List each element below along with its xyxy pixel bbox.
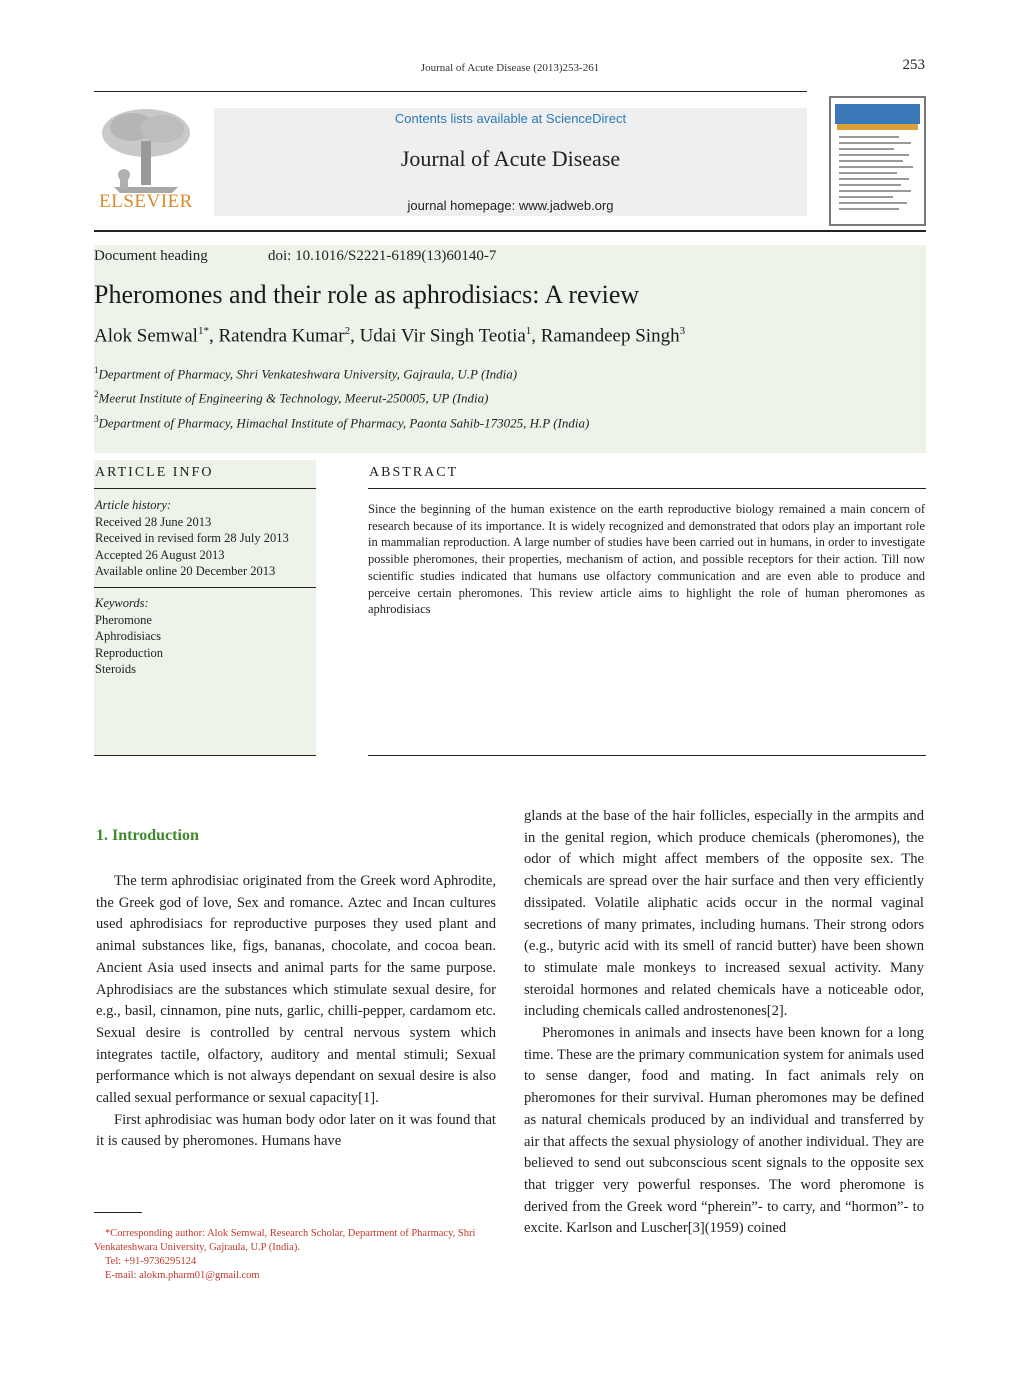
history-item: Accepted 26 August 2013 <box>95 547 225 562</box>
affiliation-text: Department of Pharmacy, Himachal Institute of Pharmacy, Paonta Sahib-173025, H.P (India) <box>98 415 590 431</box>
affiliation-sup: 1 <box>94 365 99 375</box>
publisher-name: ELSEVIER <box>99 191 193 212</box>
corresponding-author: *Corresponding author: Alok Semwal, Research Scholar, Department of Pharmacy, Shri Venkateshwara University, Gajraula, U.P (India). <box>94 1228 476 1253</box>
history-label: Article history: <box>95 498 172 512</box>
abstract-text: Since the beginning of the human existence on the earth reproductive biology remained a main concern of research because of its importance. It is widely recognized and demonstrated that odors play an important role in mammalian reproduction. A large number of studies have been carried out in humans, in order to investigate possible pheromones, their properties, mechanism of action, and possible receptors for their action. Till now scientific studies indicated that humans use olfactory communication and are even able to produce and perceive certain pheromones. This review article aims to highlight the role of human pheromones as aphrodisiacs <box>368 502 925 617</box>
running-header: Journal of Acute Disease (2013)253-261 <box>420 62 600 74</box>
section-heading: 1. Introduction <box>96 827 199 844</box>
sciencedirect-link[interactable]: Contents lists available at ScienceDirect <box>394 111 627 126</box>
affiliation-text: Department of Pharmacy, Shri Venkateshwara University, Gajraula, U.P (India) <box>98 366 518 382</box>
keyword: Steroids <box>95 662 136 676</box>
author-name: Ramandeep Singh <box>540 325 680 347</box>
affiliation-sup: 2 <box>94 389 99 399</box>
footnote-rule <box>94 1212 142 1213</box>
history-item: Received 28 June 2013 <box>95 514 212 529</box>
telephone: Tel: +91-9736295124 <box>105 1256 197 1267</box>
affiliation <box>94 389 488 406</box>
keyword: Aphrodisiacs <box>95 629 161 643</box>
paragraph: The term aphrodisiac originated from the Greek word Aphrodite, the Greek god of love, Sex and romance. Aztec and Incan cultures used aphrodisiacs for reproductive purposes they used plant and animal substances like, figs, bananas, chocolate, and cocoa bean. Ancient Asia used insects and animal parts for the same purpose. Aphrodisiacs are the substances which stimulate sexual desire, for e.g., basil, cinnamon, pine nuts, garlic, chilli-pepper, cardamom etc. Sexual desire is controlled by central nervous system which integrates tactile, olfactory, auditory and mental stimuli; Sexual performance which is not always dependant on sexual desire is also called sexual performance or sexual capacity[1]. <box>96 873 496 1107</box>
affiliation <box>94 414 589 431</box>
keywords-label: Keywords: <box>95 596 149 610</box>
right-column <box>524 806 924 1240</box>
article-info-rule <box>94 488 316 489</box>
left-column <box>96 871 496 1153</box>
article-history <box>95 497 289 580</box>
author-name: Alok Semwal <box>94 325 198 347</box>
abstract-rule <box>368 488 926 489</box>
affiliation <box>94 365 517 382</box>
keywords-rule <box>94 587 316 588</box>
header-rule <box>94 91 807 92</box>
cover-image <box>831 98 924 224</box>
paragraph: glands at the base of the hair follicles, especially in the armpits and in the genital region, which produce chemicals (pheromones), the odor of which might affect members of the opposite sex. The chemicals are spread over the hair surface and then very efficiently dissipated. Volatile aliphatic acids occur in the normal vaginal secretions of many primates, including humans. Their strong odors (e.g., butyric acid with its smell of rancid butter) have been shown to stimulate male monkeys to increased sexual activity. Many steroidal hormones and related chemicals have a noticeable odor, including chemicals called androstenones[2]. <box>524 808 924 1020</box>
journal-cover-thumbnail <box>829 96 926 226</box>
keywords <box>95 595 163 678</box>
author-sup: 2 <box>344 325 351 337</box>
title-block-rule <box>94 230 926 232</box>
doi[interactable]: doi: 10.1016/S2221-6189(13)60140-7 <box>268 248 497 264</box>
email[interactable]: E-mail: alokm.pharm01@gmail.com <box>105 1270 260 1281</box>
history-item: Received in revised form 28 July 2013 <box>95 531 289 545</box>
history-item: Available online 20 December 2013 <box>95 564 276 578</box>
affiliation-sup: 3 <box>94 414 99 424</box>
elsevier-logo <box>94 105 198 215</box>
journal-homepage[interactable]: journal homepage: www.jadweb.org <box>407 198 614 213</box>
author-sup: 1 <box>525 325 532 337</box>
paragraph: First aphrodisiac was human body odor later on it was found that it is caused by pheromones. Humans have <box>96 1111 496 1150</box>
author-name: Ratendra Kumar <box>218 325 345 347</box>
article-title: Pheromones and their role as aphrodisiacs: A review <box>94 280 640 309</box>
footnote <box>94 1227 496 1283</box>
keyword: Pheromone <box>95 612 152 627</box>
abstract-heading: ABSTRACT <box>369 465 459 480</box>
article-info-heading: ARTICLE INFO <box>95 465 214 480</box>
author-name: Udai Vir Singh Teotia <box>359 325 526 347</box>
author-sup: 1* <box>197 325 209 337</box>
document-heading-label: Document heading <box>94 248 208 264</box>
author-list: Alok Semwal$^{1*}$, Ratendra Kumar$^2$, Udai Vir Singh Teotia$^1$, Ramandeep Singh$^3$ <box>94 325 686 347</box>
paragraph: Pheromones in animals and insects have been known for a long time. These are the primary communication system for animals used to sense danger, food and mating. In fact animals rely on pheromones for their survival. Human pheromones may be defined as natural chemicals produced by an individual and transferred by air that affects the sexual physiology of another individual. They are believed to send out subconscious scent signals to the opposite sex that trigger very powerful responses. The word pheromone is derived from the Greek word “pherein”- to carry, and “hormon”- to excite. Karlson and Luscher[3](1959) coined <box>524 1025 924 1237</box>
abstract-bottom-rule <box>368 755 926 756</box>
article-info-bottom-rule <box>94 755 316 756</box>
page-number: 253 <box>902 57 925 73</box>
affiliation-text: Meerut Institute of Engineering & Technology, Meerut-250005, UP (India) <box>98 390 489 406</box>
journal-title: Journal of Acute Disease <box>400 146 621 171</box>
author-sup: 3 <box>679 325 686 337</box>
keyword: Reproduction <box>95 645 164 660</box>
